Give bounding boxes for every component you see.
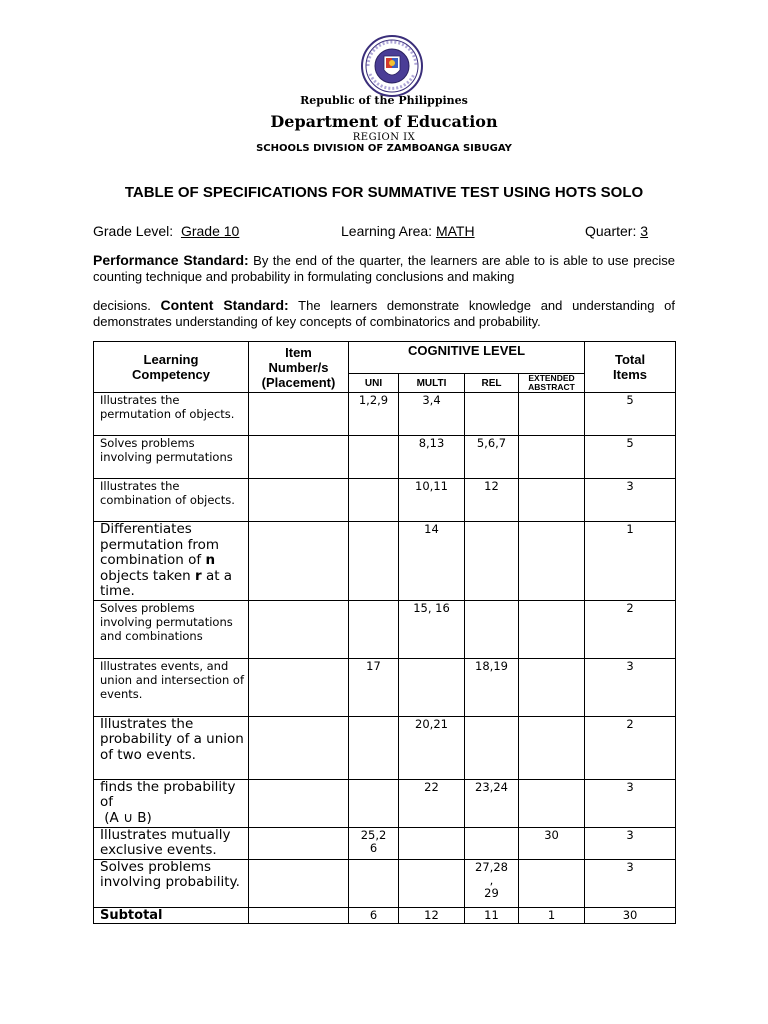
placement-cell: [249, 522, 349, 601]
multi-cell: 8,13: [399, 436, 465, 479]
rel-cell: [465, 827, 519, 859]
content-label: Content Standard:: [160, 297, 289, 313]
multi-cell: 22: [399, 779, 465, 827]
competency-text-b: (A ∪ B): [100, 809, 152, 826]
placement-cell: [249, 716, 349, 779]
multi-cell: [399, 827, 465, 859]
multi-cell: 15, 16: [399, 600, 465, 658]
header-competency: Learning Competency: [94, 342, 249, 393]
rel-cell: [465, 716, 519, 779]
content-standard: [93, 297, 675, 330]
rel-cell: 18,19: [465, 658, 519, 716]
rel-cell: [465, 600, 519, 658]
total-cell: 1: [585, 522, 676, 601]
rel-value-c: 29: [484, 885, 499, 900]
subtotal-label: Subtotal: [94, 907, 249, 923]
rel-cell: [465, 522, 519, 601]
header-multi: MULTI: [399, 374, 465, 393]
header-cognitive-level: COGNITIVE LEVEL: [349, 342, 585, 374]
header-total-line2: Items: [613, 367, 647, 382]
competency-var-r: r: [194, 567, 202, 584]
multi-cell: 3,4: [399, 393, 465, 436]
table-row: [94, 716, 676, 779]
competency-cell: Solves problems involving permutations and combinations: [94, 600, 249, 658]
republic-heading: Republic of the Philippines: [300, 94, 468, 107]
department-heading: Department of Education: [270, 112, 498, 131]
header-item-line1: Item: [285, 344, 312, 360]
ext-cell: 30: [519, 827, 585, 859]
ext-cell: [519, 779, 585, 827]
quarter: [585, 223, 648, 239]
competency-text-b: objects taken: [100, 567, 195, 584]
header-item-line2: Number/s: [268, 359, 329, 375]
quarter-label: Quarter:: [585, 223, 637, 239]
placement-cell: [249, 479, 349, 522]
table-row: [94, 600, 676, 658]
document-title: TABLE OF SPECIFICATIONS FOR SUMMATIVE TEST USING HOTS SOLO: [124, 184, 644, 201]
total-cell: 5: [585, 436, 676, 479]
area-value: MATH: [435, 223, 475, 239]
total-cell: 2: [585, 600, 676, 658]
competency-cell: Illustrates mutually exclusive events.: [94, 827, 249, 859]
ext-cell: [519, 716, 585, 779]
subtotal-total: 30: [585, 907, 676, 923]
uni-value-a: 25,2: [360, 827, 387, 842]
header-ext-line2: ABSTRACT: [528, 382, 575, 392]
competency-text-a: finds the probability of: [100, 778, 236, 810]
subtotal-uni: 6: [349, 907, 399, 923]
uni-cell: [349, 859, 399, 907]
header-total-items: [585, 342, 676, 393]
uni-cell: 17: [349, 658, 399, 716]
uni-cell: [349, 827, 399, 859]
grade-value: Grade 10: [180, 223, 240, 239]
competency-text-a: Differentiates permutation from combination of: [100, 521, 220, 568]
total-cell: 3: [585, 859, 676, 907]
header-item-numbers: [249, 342, 349, 393]
table-row: [94, 479, 676, 522]
competency-cell: Illustrates the combination of objects.: [94, 479, 249, 522]
placement-cell: [249, 393, 349, 436]
ext-cell: [519, 479, 585, 522]
placement-cell: [249, 907, 349, 923]
placement-cell: [249, 859, 349, 907]
region-heading: REGION IX: [352, 132, 416, 143]
competency-cell: Illustrates events, and union and intersection of events.: [94, 658, 249, 716]
subtotal-row: [94, 907, 676, 923]
rel-value-a: 27,28: [475, 859, 508, 874]
subtotal-rel: 11: [465, 907, 519, 923]
competency-cell: Solves problems involving permutations: [94, 436, 249, 479]
deped-seal-logo: [360, 34, 424, 98]
rel-cell: [465, 859, 519, 907]
table-row: [94, 436, 676, 479]
uni-value-b: 6: [369, 840, 378, 855]
competency-cell: Illustrates the permutation of objects.: [94, 393, 249, 436]
multi-cell: 20,21: [399, 716, 465, 779]
table-row: [94, 658, 676, 716]
uni-cell: [349, 522, 399, 601]
division-heading: SCHOOLS DIVISION OF ZAMBOANGA SIBUGAY: [256, 143, 512, 154]
competency-cell: Illustrates the probability of a union of two events.: [94, 716, 249, 779]
ext-cell: [519, 600, 585, 658]
table-row: [94, 827, 676, 859]
header-ext-line1: EXTENDED: [528, 373, 575, 383]
header-total-line1: Total: [614, 352, 646, 367]
ext-cell: [519, 436, 585, 479]
uni-cell: [349, 600, 399, 658]
subtotal-multi: 12: [399, 907, 465, 923]
competency-cell: [94, 522, 249, 601]
uni-cell: 1,2,9: [349, 393, 399, 436]
header-rel: REL: [465, 374, 519, 393]
total-cell: 2: [585, 716, 676, 779]
placement-cell: [249, 600, 349, 658]
table-row: [94, 522, 676, 601]
placement-cell: [249, 779, 349, 827]
area-label: Learning Area:: [341, 223, 433, 239]
performance-standard: [93, 252, 675, 285]
multi-cell: 10,11: [399, 479, 465, 522]
competency-text-c: at a time.: [100, 567, 233, 599]
grade-level: [93, 223, 239, 239]
multi-cell: [399, 859, 465, 907]
total-cell: 5: [585, 393, 676, 436]
learning-area: [341, 223, 475, 239]
placement-cell: [249, 436, 349, 479]
subtotal-ext: 1: [519, 907, 585, 923]
rel-cell: 23,24: [465, 779, 519, 827]
multi-cell: 14: [399, 522, 465, 601]
rel-cell: [465, 393, 519, 436]
ext-cell: [519, 859, 585, 907]
uni-cell: [349, 436, 399, 479]
placement-cell: [249, 658, 349, 716]
rel-cell: 12: [465, 479, 519, 522]
table-row: [94, 779, 676, 827]
performance-label: Performance Standard:: [93, 252, 249, 268]
total-cell: 3: [585, 827, 676, 859]
specifications-table: [93, 341, 676, 924]
table-row: [94, 393, 676, 436]
grade-label: Grade Level:: [93, 223, 174, 239]
ext-cell: [519, 393, 585, 436]
placement-cell: [249, 827, 349, 859]
competency-cell: Solves problems involving probability.: [94, 859, 249, 907]
total-cell: 3: [585, 779, 676, 827]
uni-cell: [349, 479, 399, 522]
performance-text: By the end of the quarter, the learners are able to is able to use precise counting technique and probability in formulating conclusions and making: [93, 253, 675, 284]
competency-var-n: n: [205, 552, 216, 568]
table-row: [94, 859, 676, 907]
header-uni: UNI: [349, 374, 399, 393]
multi-cell: [399, 658, 465, 716]
competency-cell: [94, 779, 249, 827]
ext-cell: [519, 658, 585, 716]
content-text: The learners demonstrate knowledge and understanding of demonstrates understanding of key concepts of combinatorics and probability.: [93, 298, 675, 329]
rel-cell: 5,6,7: [465, 436, 519, 479]
uni-cell: [349, 779, 399, 827]
rel-value-b: ,: [489, 872, 494, 887]
content-lead: decisions.: [93, 298, 161, 313]
total-cell: 3: [585, 658, 676, 716]
ext-cell: [519, 522, 585, 601]
total-cell: 3: [585, 479, 676, 522]
header-item-line3: (Placement): [261, 374, 336, 390]
quarter-value: 3: [640, 223, 649, 239]
uni-cell: [349, 716, 399, 779]
header-extended-abstract: [519, 374, 585, 393]
